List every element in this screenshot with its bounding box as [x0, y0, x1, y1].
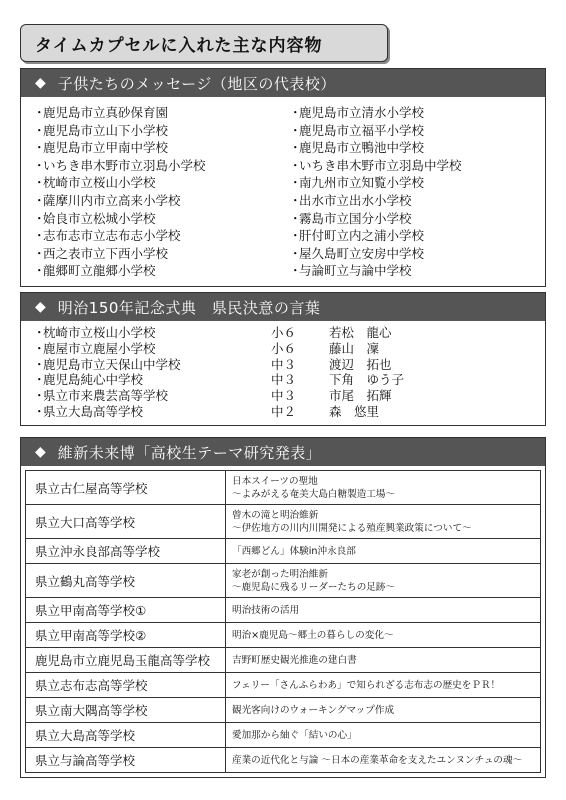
list-item	[289, 210, 533, 228]
list-item	[33, 227, 277, 245]
theme-line: 産業の近代化と与論 ～日本の産業革命を支えたユンヌンチュの魂～	[232, 754, 523, 766]
school-name: 県立市来農芸高等学校	[43, 388, 169, 404]
list-item	[33, 157, 277, 175]
list-item	[289, 192, 533, 210]
bullet: ・	[289, 263, 302, 279]
list-item	[289, 139, 533, 157]
bullet: ・	[33, 122, 46, 138]
school-name: 姶良市立松城小学校	[43, 210, 156, 226]
school-name: いちき串木野市立羽島中学校	[299, 157, 462, 173]
research-table	[25, 470, 541, 773]
bullet: ・	[289, 210, 302, 226]
research-title: 維新未来博「高校生テーマ研究発表」	[57, 443, 322, 462]
table-row	[26, 673, 541, 698]
theme-line: ～鹿児島に残るリーダーたちの足跡～	[232, 581, 396, 593]
school-name: 鹿児島市立福平小学校	[299, 122, 425, 138]
theme-cell	[226, 698, 541, 723]
school-cell: 県立古仁屋高等学校	[26, 471, 226, 505]
table-row	[26, 505, 541, 539]
theme-cell	[226, 723, 541, 748]
bullet: ・	[289, 192, 302, 208]
school-cell: 県立沖永良部高等学校	[26, 539, 226, 564]
school-name: 枕崎市立桜山小学校	[43, 325, 156, 340]
list-item	[33, 139, 277, 157]
school-cell: 県立大島高等学校	[26, 723, 226, 748]
bullet: ・	[33, 192, 46, 208]
theme-cell	[226, 471, 541, 505]
school-name: 龍郷町立龍郷小学校	[43, 263, 156, 279]
school-cell: 県立与論高等学校	[26, 748, 226, 773]
table-row	[26, 723, 541, 748]
school-cell: 県立南大隅高等学校	[26, 698, 226, 723]
declaration-row	[33, 325, 533, 341]
school-name: 鹿児島市立甲南中学校	[43, 140, 169, 156]
school-name: 県立大島高等学校	[43, 403, 144, 419]
theme-line: 愛加那から紬ぐ「結いの心」	[232, 729, 357, 741]
list-item	[289, 104, 533, 122]
theme-line: 吉野町歴史観光推進の建白書	[232, 654, 357, 666]
theme-line: 曾木の滝と明治維新	[232, 509, 319, 521]
school-cell: 県立志布志高等学校	[26, 673, 226, 698]
student-name: 森 悠里	[329, 403, 380, 419]
theme-cell	[226, 539, 541, 564]
list-item	[289, 245, 533, 263]
theme-cell	[226, 623, 541, 648]
bullet: ・	[33, 325, 46, 340]
bullet: ・	[33, 157, 46, 173]
school-name: 鹿児島市立鴨池中学校	[299, 140, 425, 156]
grade: 中３	[271, 388, 297, 404]
messages-title: 子供たちのメッセージ（地区の代表校）	[57, 74, 336, 93]
school-name: 肝付町立内之浦小学校	[299, 228, 425, 244]
bullet: ・	[33, 356, 46, 372]
school-name: 鹿児島純心中学校	[43, 372, 144, 388]
diamond-icon: ◆	[35, 75, 46, 91]
theme-line: 家老が創った明治維新	[232, 568, 328, 580]
bullet: ・	[289, 228, 302, 244]
bullet: ・	[33, 175, 46, 191]
student-name: 渡辺 拓也	[329, 356, 392, 372]
school-name: 西之表市立下西小学校	[43, 245, 169, 261]
bullet: ・	[33, 228, 46, 244]
table-row	[26, 648, 541, 673]
research-header	[21, 438, 545, 466]
school-name: 与論町立与論中学校	[299, 263, 412, 279]
table-row	[26, 598, 541, 623]
student-name: 市尾 拓輝	[329, 388, 392, 404]
list-item	[33, 174, 277, 192]
declaration-list	[21, 321, 545, 425]
school-name: 鹿児島市立山下小学校	[43, 122, 169, 138]
bullet: ・	[289, 245, 302, 261]
school-name: 鹿児島市立天保山中学校	[43, 356, 181, 372]
table-row	[26, 698, 541, 723]
student-name: 若松 龍心	[329, 325, 392, 340]
theme-cell	[226, 505, 541, 539]
school-name: 枕崎市立桜山小学校	[43, 175, 156, 191]
list-item	[289, 122, 533, 140]
diamond-icon: ◆	[35, 299, 46, 315]
theme-line: 観光客向けのウォーキングマップ作成	[232, 704, 395, 716]
theme-line: 明治技術の活用	[232, 604, 300, 616]
theme-cell	[226, 598, 541, 623]
school-cell: 県立甲南高等学校②	[26, 623, 226, 648]
school-name: いちき串木野市立羽島小学校	[43, 157, 206, 173]
list-item	[33, 210, 277, 228]
page-title: タイムカプセルに入れた主な内容物	[20, 24, 388, 62]
bullet: ・	[289, 122, 302, 138]
theme-cell	[226, 748, 541, 773]
school-name: 薩摩川内市立高来小学校	[43, 192, 181, 208]
bullet: ・	[33, 140, 46, 156]
bullet: ・	[289, 140, 302, 156]
school-name: 屋久島町立安房中学校	[299, 245, 425, 261]
bullet: ・	[289, 105, 302, 120]
grade: 中３	[271, 356, 297, 372]
list-item	[33, 245, 277, 263]
school-name: 南九州市立知覧小学校	[299, 175, 425, 191]
bullet: ・	[289, 157, 302, 173]
list-item	[33, 122, 277, 140]
bullet: ・	[33, 105, 46, 120]
declaration-row	[33, 404, 533, 420]
messages-right-column	[289, 104, 533, 280]
bullet: ・	[33, 245, 46, 261]
messages-header	[21, 69, 545, 97]
school-name: 志布志市立志布志小学校	[43, 228, 181, 244]
table-row	[26, 623, 541, 648]
grade: 小６	[271, 340, 297, 356]
bullet: ・	[289, 175, 302, 191]
list-item	[289, 227, 533, 245]
diamond-icon: ◆	[35, 444, 46, 460]
list-item	[289, 157, 533, 175]
research-section	[20, 437, 546, 778]
list-item	[33, 192, 277, 210]
bullet: ・	[33, 340, 46, 356]
table-row	[26, 471, 541, 505]
grade: 中２	[271, 403, 297, 419]
bullet: ・	[33, 263, 46, 279]
theme-line: 明治×鹿児島～郷土の暮らしの変化～	[232, 629, 394, 641]
theme-line: 日本スイーツの聖地	[232, 475, 318, 487]
theme-line: 「西郷どん」体験in沖永良部	[232, 545, 356, 557]
theme-cell	[226, 564, 541, 598]
declaration-row	[33, 357, 533, 373]
messages-left-column	[33, 104, 277, 280]
declaration-row	[33, 388, 533, 404]
school-name: 鹿児島市立真砂保育園	[43, 105, 169, 120]
declaration-row	[33, 372, 533, 388]
declaration-title: 明治150年記念式典 県民決意の言葉	[57, 298, 321, 317]
declaration-row	[33, 341, 533, 357]
table-row	[26, 564, 541, 598]
grade: 小６	[271, 325, 297, 340]
list-item	[33, 262, 277, 280]
table-row	[26, 539, 541, 564]
declaration-section	[20, 292, 546, 426]
school-name: 鹿児島市立清水小学校	[299, 105, 425, 120]
school-cell: 県立甲南高等学校①	[26, 598, 226, 623]
list-item	[289, 174, 533, 192]
theme-line: ～よみがえる奄美大島白糖製造工場～	[232, 488, 396, 500]
student-name: 下角 ゆう子	[329, 372, 405, 388]
grade: 中３	[271, 372, 297, 388]
theme-line: ～伊佐地方の川内川開発による殖産興業政策について～	[232, 522, 472, 534]
declaration-header	[21, 293, 545, 321]
school-name: 鹿屋市立鹿屋小学校	[43, 340, 156, 356]
messages-section	[20, 68, 546, 287]
theme-cell	[226, 673, 541, 698]
theme-line: フェリー「さんふらわあ」で知られざる志布志の歴史をＰＲ！	[232, 679, 501, 691]
bullet: ・	[33, 403, 46, 419]
bullet: ・	[33, 388, 46, 404]
list-item	[33, 104, 277, 122]
theme-cell	[226, 648, 541, 673]
table-row	[26, 748, 541, 773]
school-name: 出水市立出水小学校	[299, 192, 412, 208]
bullet: ・	[33, 372, 46, 388]
student-name: 藤山 凜	[329, 340, 380, 356]
school-cell: 県立大口高等学校	[26, 505, 226, 539]
school-name: 霧島市立国分小学校	[299, 210, 412, 226]
school-cell: 県立鶴丸高等学校	[26, 564, 226, 598]
school-cell: 鹿児島市立鹿児島玉龍高等学校	[26, 648, 226, 673]
list-item	[289, 262, 533, 280]
bullet: ・	[33, 210, 46, 226]
